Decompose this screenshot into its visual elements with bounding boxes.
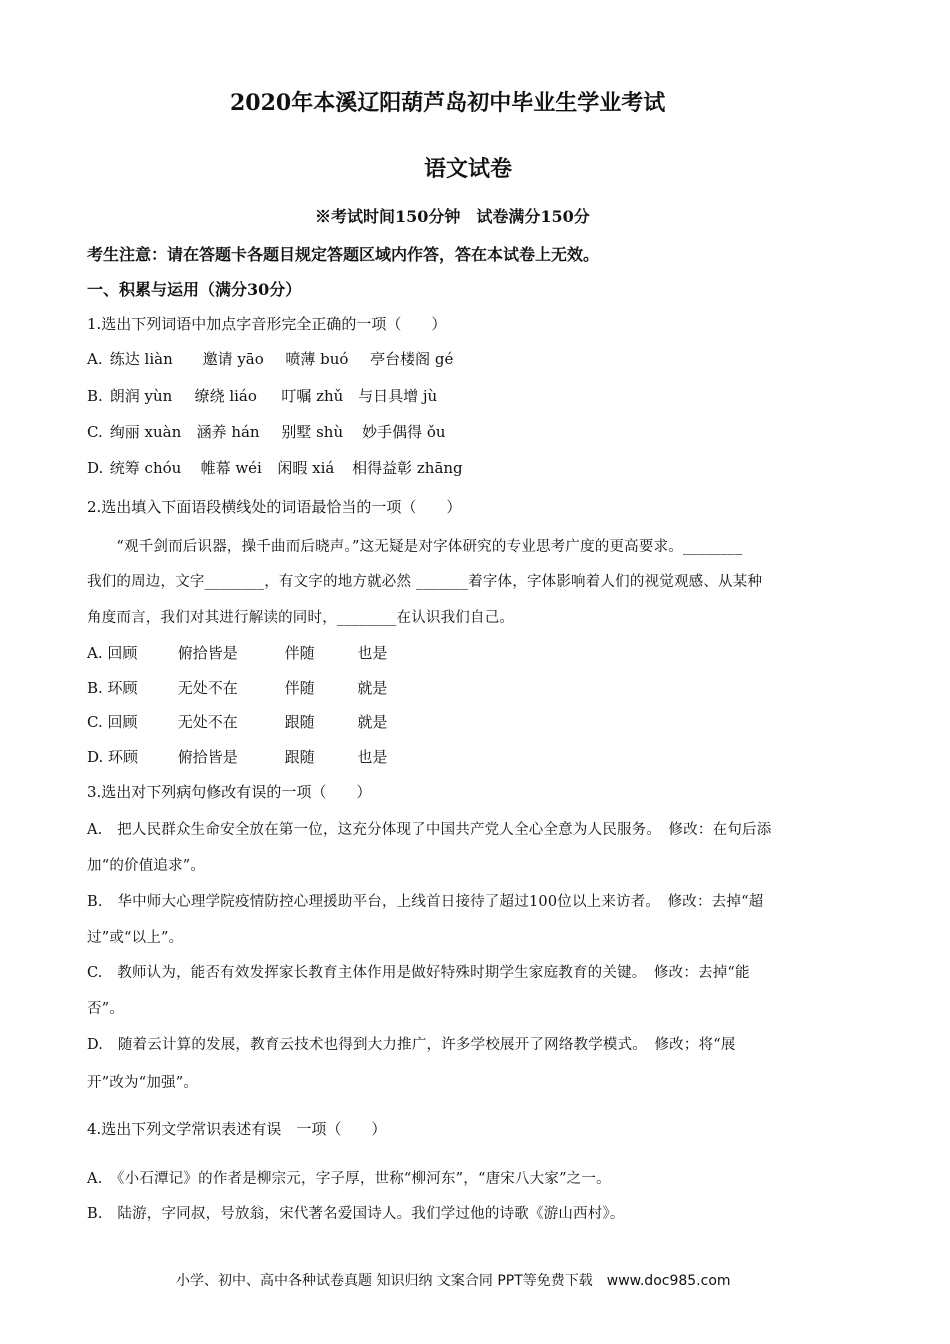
option-item: 就是 <box>357 679 388 697</box>
q1-option-c <box>87 421 446 442</box>
q2-option-b <box>87 677 387 698</box>
option-item: 相得益彰 zhāng <box>352 459 463 477</box>
section-heading: 一、积累与运用（满分30分） <box>87 280 302 299</box>
exam-info: ※考试时间150分钟 试卷满分150分 <box>315 207 590 226</box>
q3-option-b-line-1: B. 华中师大心理学院疫情防控心理援助平台，上线首日接待了超过100位以上来访者。 修改：去掉“超 <box>87 894 764 910</box>
q1-option-b <box>87 385 437 406</box>
notice: 考生注意：请在答题卡各题目规定答题区域内作答，答在本试卷上无效。 <box>87 245 600 264</box>
q4-option-a: A. 《小石潭记》的作者是柳宗元，字子厚，世称“柳河东”，“唐宋八大家”之一。 <box>87 1171 611 1187</box>
question-2-stem: 2.选出填入下面语段横线处的词语最恰当的一项（ ） <box>87 498 462 516</box>
option-item: C. 回顾 <box>87 713 138 731</box>
question-1-stem: 1.选出下列词语中加点字音形完全正确的一项（ ） <box>87 315 447 333</box>
q4-option-b: B. 陆游，字同叔，号放翁，宋代著名爱国诗人。我们学过他的诗歌《游山西村》。 <box>87 1206 625 1222</box>
option-item: 伴随 <box>284 679 315 697</box>
option-item: 绚丽 xuàn <box>109 423 182 441</box>
option-item: 无处不在 <box>177 679 238 697</box>
option-item: 就是 <box>357 713 388 731</box>
option-item: 与日具增 jù <box>358 387 438 405</box>
q3-option-c-line-2: 否”。 <box>87 1001 125 1017</box>
option-letter: B. <box>87 387 103 405</box>
q3-option-a-line-1: A. 把人民群众生命安全放在第一位，这充分体现了中国共产党人全心全意为人民服务。 修改：在句后添 <box>87 822 772 838</box>
option-item: 帷幕 wéi <box>200 459 262 477</box>
q2-option-c <box>87 711 387 732</box>
option-item: 喷薄 buó <box>285 350 349 368</box>
option-item: 邀请 yāo <box>202 350 264 368</box>
q2-passage-line-2: 我们的周边，文字________，有文字的地方就必然 _______着字体，字体影响着人们的视觉观感、从某种 <box>87 574 763 590</box>
question-4-stem: 4.选出下列文学常识表述有误 一项（ ） <box>87 1120 387 1138</box>
option-item: 闲暇 xiá <box>277 459 335 477</box>
question-3-stem: 3.选出对下列病句修改有误的一项（ ） <box>87 783 372 801</box>
option-item: B. 环顾 <box>87 679 138 697</box>
q2-option-a <box>87 642 387 663</box>
option-item: 俯拾皆是 <box>177 748 238 766</box>
exam-subtitle: 语文试卷 <box>424 156 513 182</box>
q3-option-b-line-2: 过”或“以上”。 <box>87 930 184 946</box>
option-letter: D. <box>87 459 104 477</box>
option-item: 涵养 hán <box>196 423 260 441</box>
option-item: 亭台楼阁 gé <box>370 350 454 368</box>
option-item: 无处不在 <box>177 713 238 731</box>
option-letter: C. <box>87 423 103 441</box>
exam-title: 2020年本溪辽阳葫芦岛初中毕业生学业考试 <box>230 90 666 116</box>
option-item: 俯拾皆是 <box>177 644 238 662</box>
q2-passage-line-3: 角度而言，我们对其进行解读的同时，________在认识我们自己。 <box>87 610 515 626</box>
q2-option-d <box>87 746 387 767</box>
option-item: 也是 <box>357 748 388 766</box>
option-item: 叮嘱 zhǔ <box>281 387 344 405</box>
option-item: 缭绕 liáo <box>194 387 257 405</box>
option-item: 跟随 <box>284 748 315 766</box>
option-letter: A. <box>87 350 103 368</box>
option-item: 统筹 chóu <box>109 459 182 477</box>
option-item: 别墅 shù <box>281 423 344 441</box>
q2-passage-line-1: “观千剑而后识器，操千曲而后晓声。”这无疑是对字体研究的专业思考广度的更高要求。________ <box>87 539 743 555</box>
q1-option-d <box>87 457 463 478</box>
option-item: 也是 <box>357 644 388 662</box>
q1-option-a <box>87 348 453 369</box>
q3-option-a-line-2: 加“的价值追求”。 <box>87 858 206 874</box>
option-item: 跟随 <box>284 713 315 731</box>
option-item: 朗润 yùn <box>109 387 173 405</box>
page-footer: 小学、初中、高中各种试卷真题 知识归纳 文案合同 PPT等免费下载 www.doc985.com <box>176 1273 731 1289</box>
option-item: D. 环顾 <box>87 748 139 766</box>
option-item: A. 回顾 <box>87 644 138 662</box>
option-item: 妙手偶得 ǒu <box>362 423 446 441</box>
option-item: 练达 liàn <box>109 350 173 368</box>
q3-option-d-line-1: D. 随着云计算的发展，教育云技术也得到大力推广，许多学校展开了网络教学模式。 修改；将“展 <box>87 1037 736 1053</box>
q3-option-c-line-1: C. 教师认为，能否有效发挥家长教育主体作用是做好特殊时期学生家庭教育的关键。 修改：去掉“能 <box>87 965 750 981</box>
option-item: 伴随 <box>284 644 315 662</box>
q3-option-d-line-2: 开”改为“加强”。 <box>87 1075 199 1091</box>
